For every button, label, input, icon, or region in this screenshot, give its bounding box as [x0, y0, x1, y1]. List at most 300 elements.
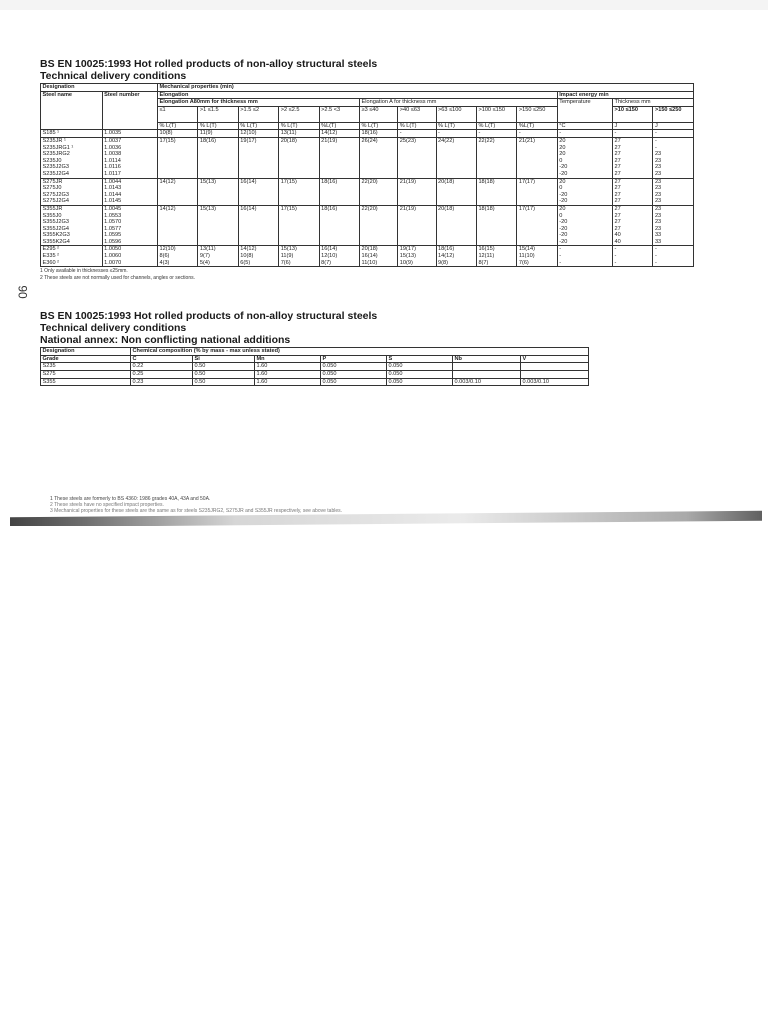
cell-line: 23 [654, 225, 662, 232]
composition-cell: 1.60 [255, 378, 321, 386]
cell-line: 27 [614, 191, 621, 198]
cell-line: - [654, 246, 657, 253]
cell-line: 40 [614, 232, 621, 239]
cell-line: S235J2G3 [42, 164, 69, 171]
elongation-cell: 18(16) [319, 205, 359, 246]
table-row [41, 130, 694, 138]
range-cell: >2 ≤2.5 [279, 106, 319, 122]
elongation-cell [436, 246, 476, 267]
cell-line: - [614, 246, 617, 253]
cell-line: S235J2G4 [42, 170, 69, 177]
elongation-cell: 13(11) [279, 130, 319, 138]
table-row [41, 205, 694, 246]
range-cell: >1.5 ≤2 [238, 106, 278, 122]
cell-line: 1.0596 [104, 238, 122, 245]
section1-title: BS EN 10025:1993 Hot rolled products of non-alloy structural steels [40, 58, 378, 70]
temperature-cell [557, 246, 612, 267]
cell-line: 27 [614, 137, 621, 144]
cell-line: 1.0143 [104, 185, 122, 192]
header-row-2 [41, 91, 694, 99]
cell-line: 23 [654, 164, 662, 171]
cell-line: 27 [614, 157, 621, 164]
cell-line: 23 [654, 157, 662, 164]
cell-line: 0 [559, 157, 563, 164]
impact-j-cell [613, 178, 653, 205]
impact-j-cell [613, 205, 653, 246]
temperature-cell [557, 137, 612, 178]
cell-line: 8(7) [321, 259, 332, 266]
cell-line: 15(13) [399, 253, 416, 260]
cell-line: - [614, 253, 617, 260]
steel-number-cell [102, 137, 157, 178]
grade-cell: S275 [41, 371, 131, 379]
cell-line: 14(12) [240, 246, 257, 253]
cell-line: S355J2G4 [42, 225, 69, 232]
cell-line: 1.0570 [104, 219, 122, 226]
footnote: 1 Only available in thicknesses ≤25mm. [40, 268, 128, 275]
cell-line: 23 [654, 151, 662, 158]
elongation-cell [238, 246, 278, 267]
section2-title: BS EN 10025:1993 Hot rolled products of non-alloy structural steels [40, 310, 378, 323]
elongation-cell: 21(21) [517, 137, 557, 178]
cell-line: 33 [654, 232, 662, 239]
cell-line: - [559, 246, 562, 253]
steel-number-cell [102, 246, 157, 267]
temperature-cell [557, 178, 612, 205]
cell-line: S275J0 [42, 185, 62, 192]
composition-cell: 0.50 [193, 371, 255, 379]
elongation-cell: 17(17) [517, 205, 557, 246]
cell-line: 1.0036 [104, 144, 122, 151]
section2-annex: National annex: Non conflicting national additions [40, 334, 291, 347]
unit-cell: %L(T) [517, 122, 557, 130]
elongation-cell: 22(20) [360, 205, 398, 246]
cell-line: S235JRG2 [42, 151, 70, 158]
unit-cell: %L(T) [319, 122, 359, 130]
steel-number-cell [102, 178, 157, 205]
cell-line: S275JR [42, 178, 63, 185]
cell-line: 20 [559, 144, 566, 151]
cell-line: 12(10) [159, 246, 176, 253]
elongation-cell: 20(18) [279, 137, 319, 178]
temperature-cell [557, 205, 612, 246]
cell-line: 16(14) [321, 246, 338, 253]
cell-line: 27 [614, 185, 621, 192]
cell-line: S185 ¹ [42, 130, 59, 137]
cell-line: S235JR ¹ [42, 137, 66, 144]
composition-cell: 0.25 [131, 371, 193, 379]
elongation-cell: 20(18) [436, 205, 476, 246]
cell-line: 18(16) [438, 246, 455, 253]
cell-line: -20 [559, 238, 568, 245]
element-header: Mn [255, 355, 321, 363]
cell-line: 1.0038 [104, 151, 122, 158]
chem-designation-header: Designation [41, 348, 131, 356]
elongation-cell: 24(22) [436, 137, 476, 178]
cell-line: 27 [614, 219, 621, 226]
cell-line: - [654, 144, 657, 151]
elongation-cell: 14(12) [157, 178, 197, 205]
table-row [41, 178, 694, 205]
elongation-cell: 15(13) [198, 178, 238, 205]
range-cell: >150 ≤250 [517, 106, 557, 122]
elongation-cell: - [517, 130, 557, 138]
cell-line: -20 [559, 170, 568, 177]
composition-cell [453, 363, 521, 371]
elongation-cell: 21(19) [398, 205, 436, 246]
elongation-cell [398, 246, 436, 267]
table-row [41, 246, 694, 267]
elongation-cell [476, 246, 516, 267]
steel-name-cell [41, 246, 103, 267]
unit-cell: °C [557, 122, 612, 130]
unit-cell: % L(T) [238, 122, 278, 130]
cell-line: - [654, 253, 657, 260]
cell-line: S235J0 [42, 157, 62, 164]
impact-j-cell [653, 137, 694, 178]
cell-line: 1.0145 [104, 198, 122, 205]
elongation-cell: 21(19) [319, 137, 359, 178]
designation-header: Designation [41, 84, 158, 92]
elongation-cell: - [398, 130, 436, 138]
cell-line: 1.0577 [104, 225, 122, 232]
composition-cell: 0.003/0.10 [453, 378, 521, 386]
cell-line: 23 [654, 212, 662, 219]
cell-line: 1.0070 [104, 259, 122, 266]
impact-j-cell [613, 246, 653, 267]
footnote: 1 These steels are formerly to BS 4360: 1986 grades 40A, 43A and 50A. [50, 496, 211, 502]
mechanical-properties-body [41, 130, 694, 267]
unit-cell: % L(T) [398, 122, 436, 130]
cell-line: - [654, 259, 657, 266]
chem-header-row-2 [41, 355, 589, 363]
element-header: C [131, 355, 193, 363]
table-row [41, 371, 589, 379]
cell-line: 27 [614, 164, 621, 171]
cell-line: 16(15) [478, 246, 495, 253]
cell-line: 14(12) [438, 253, 455, 260]
elongation-cell: 16(14) [238, 178, 278, 205]
cell-line: 11(10) [518, 253, 535, 260]
range-cell: >150 ≤250 [653, 106, 694, 122]
cell-line: -20 [559, 191, 568, 198]
cell-line: 9(7) [199, 253, 210, 260]
elongation-cell [517, 246, 557, 267]
cell-line: S355K2G3 [42, 232, 70, 239]
chem-composition-header: Chemical composition (% by mass - max unless stated) [131, 348, 589, 356]
range-cell: >10 ≤150 [613, 106, 653, 122]
unit-cell: % L(T) [198, 122, 238, 130]
table-row [41, 378, 589, 386]
elongation-cell: 21(19) [398, 178, 436, 205]
unit-cell: % L(T) [360, 122, 398, 130]
element-header: V [521, 355, 589, 363]
elongation-cell: 22(22) [476, 137, 516, 178]
range-cell: >63 ≤100 [436, 106, 476, 122]
cell-line: 7(6) [518, 259, 529, 266]
cell-line: 27 [614, 198, 621, 205]
composition-cell: 0.050 [321, 378, 387, 386]
elongation-cell [319, 246, 359, 267]
elongation-cell: 25(23) [398, 137, 436, 178]
cell-line: 1.0595 [104, 232, 122, 239]
cell-line: 1.0144 [104, 191, 122, 198]
cell-line: 23 [654, 219, 662, 226]
grade-cell: S235 [41, 363, 131, 371]
unit-cell: % L(T) [476, 122, 516, 130]
cell-line: 10(8) [240, 253, 254, 260]
elongation-cell: 17(15) [279, 205, 319, 246]
elong-a-header: Elongation A for thickness mm [360, 99, 558, 107]
composition-cell: 0.050 [321, 371, 387, 379]
cell-line: 33 [654, 238, 662, 245]
cell-line: 12(11) [478, 253, 495, 260]
elongation-cell: 14(12) [157, 205, 197, 246]
cell-line: 10(9) [399, 259, 413, 266]
cell-line: - [654, 130, 657, 137]
cell-line: 20 [559, 151, 566, 158]
impact-header: Impact energy min [557, 91, 693, 99]
cell-line: 20 [559, 205, 566, 212]
cell-line: 27 [614, 144, 621, 151]
steel-number-cell [102, 130, 157, 138]
cell-line: -20 [559, 232, 568, 239]
cell-line: 15(14) [518, 246, 536, 253]
cell-line: 1.0045 [104, 205, 122, 212]
elongation-cell: 22(20) [360, 178, 398, 205]
impact-j-cell [613, 137, 653, 178]
cell-line: 19(17) [399, 246, 416, 253]
cell-line: 1.0037 [104, 137, 122, 144]
cell-line: 13(11) [199, 246, 216, 253]
mech-props-header: Mechanical properties (min) [157, 84, 693, 92]
cell-line: 0 [559, 212, 563, 219]
composition-cell [521, 363, 589, 371]
cell-line: -20 [559, 164, 568, 171]
cell-line: S355J2G3 [42, 219, 69, 226]
impact-j-cell [613, 130, 653, 138]
composition-cell: 0.50 [193, 363, 255, 371]
cell-line: 23 [654, 198, 662, 205]
elongation-header: Elongation [157, 91, 557, 99]
elongation-cell: 11(9) [198, 130, 238, 138]
cell-line: 27 [614, 170, 621, 177]
scan-edge [0, 0, 768, 10]
cell-line: -20 [559, 225, 568, 232]
cell-line: 6(5) [240, 259, 251, 266]
unit-cell: J [613, 122, 653, 130]
page-number: 90 [15, 285, 30, 299]
table-row [41, 363, 589, 371]
scan-artifact [10, 496, 762, 526]
cell-line: 23 [654, 178, 662, 185]
elongation-cell: 18(18) [476, 205, 516, 246]
cell-line: S355J0 [42, 212, 62, 219]
section1-notes [40, 268, 696, 282]
elongation-cell [360, 246, 398, 267]
unit-cell: J [653, 122, 694, 130]
cell-line: 23 [654, 205, 662, 212]
chemical-composition-body [41, 363, 589, 386]
cell-line: 1.0060 [104, 253, 122, 260]
elongation-cell [157, 246, 197, 267]
cell-line: 20(18) [361, 246, 378, 253]
elongation-cell: 18(18) [476, 178, 516, 205]
cell-line: 1.0035 [104, 130, 122, 137]
impact-j-cell [653, 246, 694, 267]
composition-cell: 0.23 [131, 378, 193, 386]
steel-name-header: Steel name [41, 91, 103, 130]
composition-cell [521, 371, 589, 379]
elong-a80-header: Elongation A80mm for thickness mm [157, 99, 359, 107]
cell-line: 1.0553 [104, 212, 122, 219]
elongation-cell: 20(18) [436, 178, 476, 205]
elongation-cell: 14(12) [319, 130, 359, 138]
chemical-composition-table [40, 347, 589, 386]
cell-line: 8(7) [478, 259, 489, 266]
composition-cell: 0.050 [321, 363, 387, 371]
section2-subtitle: Technical delivery conditions [40, 322, 187, 335]
elongation-cell: 16(14) [238, 205, 278, 246]
impact-j-cell [653, 130, 694, 138]
cell-line: 4(3) [159, 259, 170, 266]
cell-line: E335 ² [42, 253, 59, 260]
cell-line: 27 [614, 151, 621, 158]
cell-line: 23 [654, 170, 662, 177]
cell-line: 0 [559, 185, 563, 192]
cell-line: - [654, 137, 657, 144]
range-cell: >1 ≤1.5 [198, 106, 238, 122]
element-header: Si [193, 355, 255, 363]
thickness-header: Thickness mm [613, 99, 694, 107]
composition-cell: 0.050 [387, 371, 453, 379]
temperature-header: Temperature [557, 99, 612, 123]
cell-line: 5(4) [199, 259, 210, 266]
cell-line: 27 [614, 205, 621, 212]
cell-line: 1.0117 [104, 170, 121, 177]
cell-line: 40 [614, 238, 621, 245]
cell-line: - [614, 130, 617, 137]
composition-cell: 0.050 [387, 363, 453, 371]
composition-cell: 1.60 [255, 371, 321, 379]
range-cell: ≥3 ≤40 [360, 106, 398, 122]
range-cell: >100 ≤150 [476, 106, 516, 122]
steel-name-cell [41, 130, 103, 138]
mechanical-properties-table [40, 83, 694, 267]
cell-line: - [559, 259, 562, 266]
cell-line: 11(10) [361, 259, 378, 266]
cell-line: 11(9) [280, 253, 294, 260]
footnote: 3 Mechanical properties for these steels are the same as for steels S235JRG2, S275JR and S355JR respectively, see above tables. [50, 508, 343, 514]
table-row [41, 137, 694, 178]
elongation-cell [198, 246, 238, 267]
elongation-cell: - [436, 130, 476, 138]
unit-cell: % L(T) [279, 122, 319, 130]
composition-cell: 1.60 [255, 363, 321, 371]
elongation-cell: 12(10) [238, 130, 278, 138]
cell-line: 8(6) [159, 253, 170, 260]
cell-line: 20 [559, 178, 566, 185]
cell-line: S355K2G4 [42, 238, 70, 245]
elongation-cell: 18(16) [319, 178, 359, 205]
composition-cell: 0.050 [387, 378, 453, 386]
elongation-cell: 18(16) [360, 130, 398, 138]
range-cell: ≤1 [157, 106, 197, 122]
cell-line: 1.0114 [104, 157, 121, 164]
cell-line: 9(8) [438, 259, 448, 266]
chem-header-row-1 [41, 348, 589, 356]
cell-line: 12(10) [321, 253, 338, 260]
steel-name-cell [41, 137, 103, 178]
elongation-cell [279, 246, 319, 267]
cell-line: 27 [614, 212, 621, 219]
impact-j-cell [653, 178, 694, 205]
document-sheet [40, 58, 696, 386]
elongation-cell: 18(16) [198, 137, 238, 178]
cell-line: S355JR [42, 205, 63, 212]
element-header: S [387, 355, 453, 363]
cell-line: S235JRG1 ¹ [42, 144, 74, 151]
composition-cell: 0.50 [193, 378, 255, 386]
steel-number-header: Steel number [102, 91, 157, 130]
cell-line: 27 [614, 178, 621, 185]
cell-line: 1.0050 [104, 246, 122, 253]
temperature-cell [557, 130, 612, 138]
impact-j-cell [653, 205, 694, 246]
cell-line: 15(13) [280, 246, 297, 253]
footnote: 2 These steels are not normally used for channels, angles or sections. [40, 275, 195, 282]
range-cell: >2.5 <3 [319, 106, 359, 122]
range-cell: >40 ≤63 [398, 106, 436, 122]
cell-line: 20 [559, 137, 566, 144]
elongation-cell: 17(15) [279, 178, 319, 205]
composition-cell [453, 371, 521, 379]
cell-line: S275J2G3 [42, 191, 69, 198]
unit-cell: % L(T) [157, 122, 197, 130]
elongation-cell: - [476, 130, 516, 138]
cell-line: 23 [654, 191, 662, 198]
composition-cell: 0.22 [131, 363, 193, 371]
element-header: Nb [453, 355, 521, 363]
header-row-1 [41, 84, 694, 92]
cell-line: S275J2G4 [42, 198, 69, 205]
cell-line: - [559, 253, 562, 260]
steel-name-cell [41, 178, 103, 205]
elongation-cell: 26(24) [360, 137, 398, 178]
cell-line: - [614, 259, 617, 266]
composition-cell: 0.003/0.10 [521, 378, 589, 386]
elongation-cell: 17(15) [157, 137, 197, 178]
elongation-cell: 19(17) [238, 137, 278, 178]
grade-cell: S355 [41, 378, 131, 386]
elongation-cell: 17(17) [517, 178, 557, 205]
grade-header: Grade [41, 355, 131, 363]
elongation-cell: 15(13) [198, 205, 238, 246]
footnote: 2 These steels have no specified impact properties. [50, 502, 164, 508]
cell-line: 16(14) [361, 253, 378, 260]
cell-line: E295 ² [42, 246, 59, 253]
steel-name-cell [41, 205, 103, 246]
cell-line: - [559, 130, 562, 137]
cell-line: 7(6) [280, 259, 291, 266]
cell-line: 1.0044 [104, 178, 122, 185]
element-header: P [321, 355, 387, 363]
cell-line: -20 [559, 219, 568, 226]
elongation-cell: 10(8) [157, 130, 197, 138]
cell-line: 23 [654, 185, 662, 192]
cell-line: -20 [559, 198, 568, 205]
cell-line: 1.0116 [104, 164, 121, 171]
